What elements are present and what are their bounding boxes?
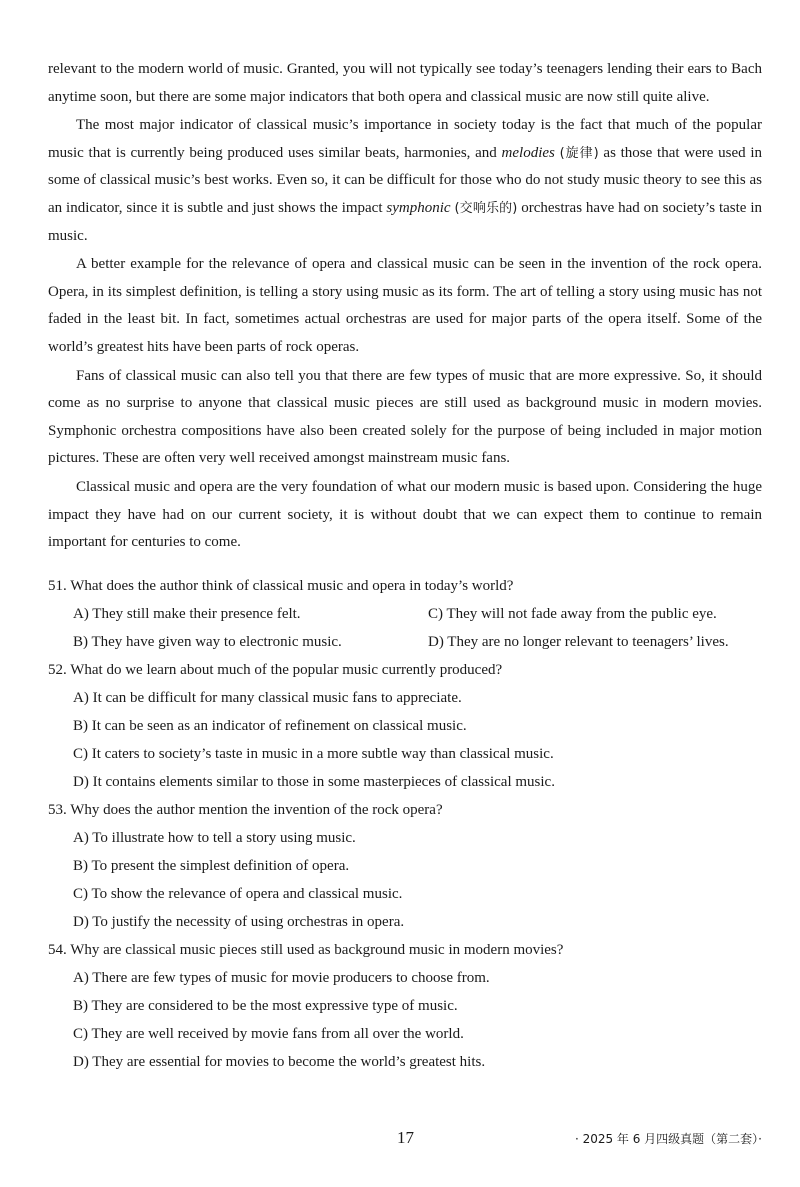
- p2-text-b: as those that were used in some of classical music’s best works. Even so, it can be difficult for those who do not study music theory to see this as an indicator, since it is subtle and just shows the impact: [48, 144, 762, 216]
- passage-paragraph-4: Fans of classical music can also tell you that there are few types of music that are more expressive. So, it should come as no surprise to anyone that classical music pieces are still used as background music in modern movies. Symphonic orchestra compositions have also been created solely for the purpose of being included in major motion pictures. These are often very well received amongst mainstream music fans.: [48, 367, 762, 467]
- option-b: B) To present the simplest definition of opera.: [73, 857, 350, 874]
- passage-paragraph-3: A better example for the relevance of opera and classical music can be seen in the invention of the rock opera. Opera, in its simplest definition, is telling a story using music as its form. The art of telling a story using music has not faded in the least bit. In fact, sometimes actual orchestras are used for major parts of the opera itself. Some of the world’s greatest hits have been parts of rock operas.: [48, 256, 762, 355]
- question-stem: 53. Why does the author mention the invention of the rock opera?: [48, 801, 443, 818]
- reading-passage: [48, 56, 762, 557]
- option-a: A) It can be difficult for many classical music fans to appreciate.: [73, 689, 462, 706]
- option-d: D) It contains elements similar to those in some masterpieces of classical music.: [73, 773, 555, 790]
- question-53: [48, 796, 762, 936]
- option-c: C) They will not fade away from the public eye.: [428, 605, 717, 622]
- option-grid: [48, 600, 762, 656]
- question-stem: 51. What does the author think of classical music and opera in today’s world?: [48, 577, 514, 594]
- page-footer: [0, 1128, 800, 1152]
- option-c: C) They are well received by movie fans from all over the world.: [73, 1025, 464, 1042]
- option-b: B) It can be seen as an indicator of refinement on classical music.: [73, 717, 467, 734]
- option-c: C) To show the relevance of opera and classical music.: [73, 885, 403, 902]
- gloss-symphonic: (交响乐的): [454, 200, 518, 216]
- option-d: D) They are no longer relevant to teenagers’ lives.: [428, 633, 729, 650]
- p2-text-a: The most major indicator of classical music’s importance in society today is the fact that much of the popular music that is currently being produced uses similar beats, harmonies, and: [48, 117, 762, 161]
- question-54: [48, 936, 762, 1076]
- passage-paragraph-2: [48, 112, 762, 250]
- option-a: A) They still make their presence felt.: [73, 605, 301, 622]
- question-52: [48, 656, 762, 796]
- option-c: C) It caters to society’s taste in music in a more subtle way than classical music.: [73, 745, 554, 762]
- page-number: 17: [397, 1128, 414, 1147]
- question-51: [48, 572, 762, 656]
- p2-text-c: orchestras have had on society’s taste in music.: [48, 199, 762, 244]
- option-d: D) They are essential for movies to become the world’s greatest hits.: [73, 1053, 486, 1070]
- question-list: [48, 572, 762, 1076]
- glossed-word-symphonic: symphonic: [386, 199, 451, 216]
- option-a: A) To illustrate how to tell a story using music.: [73, 829, 356, 846]
- passage-paragraph-1: relevant to the modern world of music. Granted, you will not typically see today’s teenagers lending their ears to Bach anytime soon, but there are some major indicators that both opera and classical music are now still quite alive.: [48, 61, 762, 105]
- glossed-word-melodies: melodies: [501, 144, 555, 161]
- question-stem: 54. Why are classical music pieces still used as background music in modern movies?: [48, 941, 564, 958]
- question-stem: 52. What do we learn about much of the popular music currently produced?: [48, 661, 503, 678]
- gloss-melodies: (旋律): [559, 145, 599, 161]
- option-b: B) They have given way to electronic music.: [73, 633, 342, 650]
- exam-label: · 2025 年 6 月四级真题（第二套）·: [574, 1132, 762, 1146]
- option-d: D) To justify the necessity of using orchestras in opera.: [73, 913, 405, 930]
- passage-paragraph-5: Classical music and opera are the very foundation of what our modern music is based upon. Considering the huge impact they have had on our current society, it is without doubt that we can expect them to continue to remain important for centuries to come.: [48, 478, 762, 551]
- option-a: A) There are few types of music for movie producers to choose from.: [73, 969, 490, 986]
- option-b: B) They are considered to be the most expressive type of music.: [73, 997, 458, 1014]
- exam-page: [48, 56, 762, 1076]
